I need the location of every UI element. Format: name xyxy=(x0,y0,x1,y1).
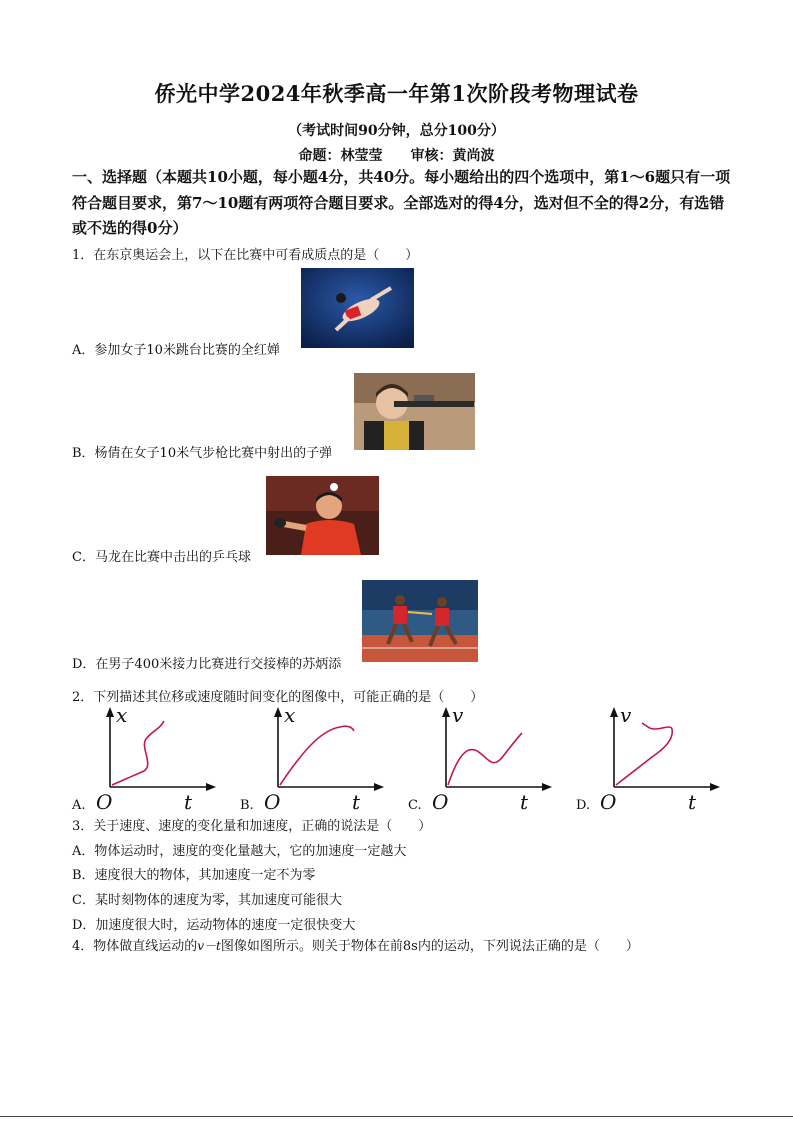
q2-graph-a xyxy=(72,703,222,814)
q2-graph-b xyxy=(240,703,390,814)
q1-photo-diver xyxy=(301,268,414,348)
q1-photo-relay xyxy=(362,580,478,662)
q2-c-x-label: t xyxy=(520,790,529,814)
q3-option-b: B．速度很大的物体，其加速度一定不为零 xyxy=(72,868,316,883)
q4-stem xyxy=(72,935,639,954)
q1-option-c: C．马龙在比赛中击出的乒乓球 xyxy=(72,550,251,565)
section-heading: 一、选择题（本题共10小题，每小题4分，共40分。每小题给出的四个选项中，第1～6题只有一项符合题目要求，第7～10题有两项符合题目要求。全部选对的得4分，选对但不全的得2分，有选错或不选的得0分） xyxy=(72,168,731,237)
q2-a-origin: O xyxy=(96,790,113,814)
q3-option-d: D．加速度很大时，运动物体的速度一定很快变大 xyxy=(72,918,356,933)
exam-info: （考试时间90分钟，总分100分） xyxy=(288,123,505,139)
q1-option-b: B．杨倩在女子10米气步枪比赛中射出的子弹 xyxy=(72,446,333,461)
q2-d-y-label: v xyxy=(620,703,632,727)
q2-d-x-label: t xyxy=(688,790,697,814)
q2-b-origin: O xyxy=(264,790,281,814)
q2-stem: 2．下列描述其位移或速度随时间变化的图像中，可能正确的是（ ） xyxy=(72,690,484,705)
q2-a-y-label: x xyxy=(116,703,128,727)
q3-stem: 3．关于速度、速度的变化量和加速度，正确的说法是（ ） xyxy=(72,819,432,834)
q1-photo-table-tennis xyxy=(266,476,379,555)
q2-b-option: B. xyxy=(240,798,254,813)
q2-a-x-label: t xyxy=(184,790,193,814)
q2-graph-c xyxy=(408,703,558,814)
q1-photo-shooter xyxy=(354,373,475,450)
q2-d-origin: O xyxy=(600,790,617,814)
page-bottom-rule xyxy=(0,1116,793,1117)
q2-graph-d xyxy=(576,703,726,814)
q4-stem-math: v－t xyxy=(197,939,221,953)
q2-b-y-label: x xyxy=(284,703,296,727)
q4-stem-post: 图像如图所示。则关于物体在前8s内的运动，下列说法正确的是（ ） xyxy=(220,939,639,954)
q2-c-origin: O xyxy=(432,790,449,814)
page-title: 侨光中学2024年秋季高一年第1次阶段考物理试卷 xyxy=(154,81,639,106)
authors-line: 命题：林莹莹 审核：黄尚波 xyxy=(298,148,495,164)
q1-stem: 1．在东京奥运会上，以下在比赛中可看成质点的是（ ） xyxy=(72,248,419,263)
q4-stem-pre: 4．物体做直线运动的 xyxy=(72,939,198,954)
q2-d-option: D. xyxy=(576,798,591,813)
q2-a-option: A. xyxy=(72,798,86,813)
q2-b-x-label: t xyxy=(352,790,361,814)
q3-option-c: C．某时刻物体的速度为零，其加速度可能很大 xyxy=(72,893,342,908)
q2-c-option: C. xyxy=(408,798,422,813)
q1-option-d: D．在男子400米接力比赛进行交接棒的苏炳添 xyxy=(72,657,342,672)
q3-option-a: A．物体运动时，速度的变化量越大，它的加速度一定越大 xyxy=(72,844,407,859)
q2-c-y-label: v xyxy=(452,703,464,727)
q1-option-a: A．参加女子10米跳台比赛的全红婵 xyxy=(72,343,280,358)
